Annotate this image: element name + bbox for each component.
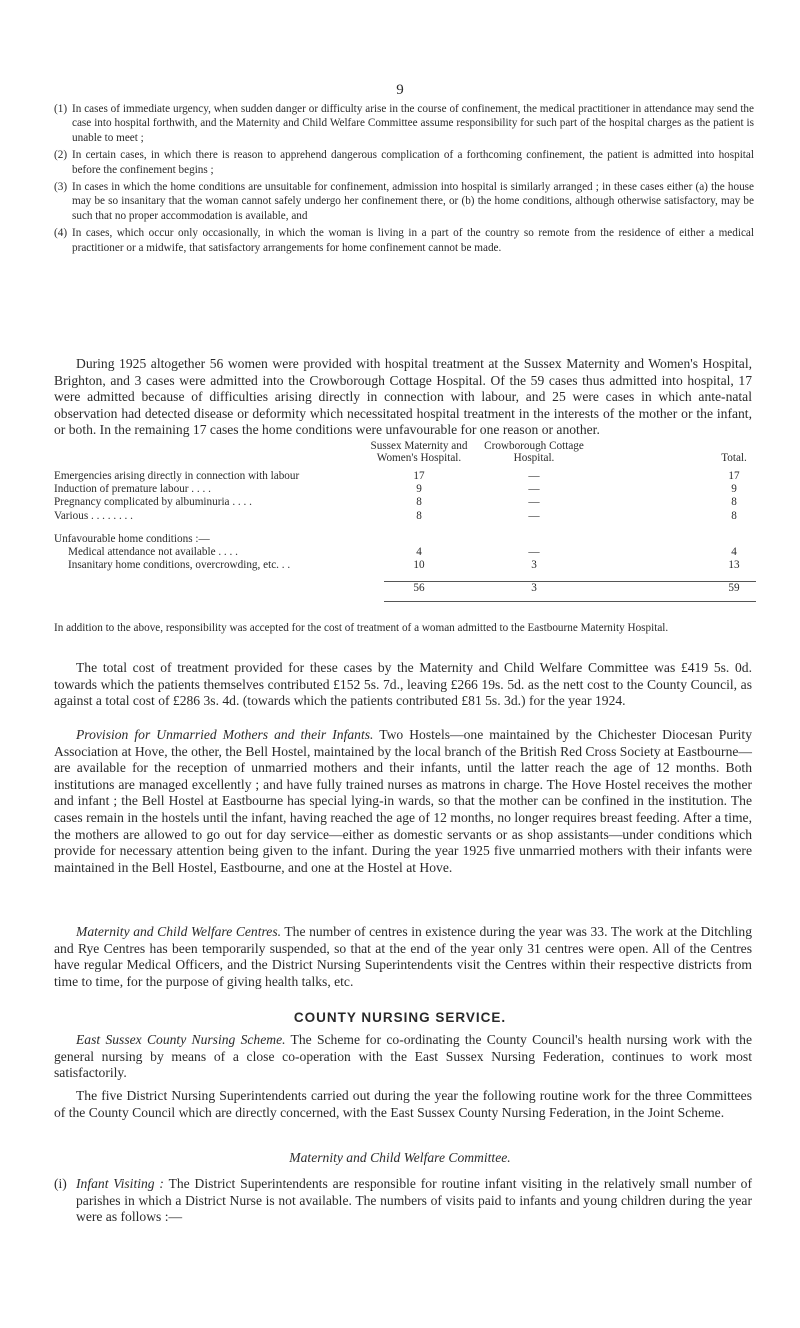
column-header-line: Crowborough Cottage	[484, 440, 584, 452]
cell-crowborough: 3	[531, 559, 537, 572]
list-item-number: (4)	[54, 227, 68, 240]
total-crowborough: 3	[531, 582, 537, 595]
column-header-crowborough	[464, 440, 604, 465]
list-item-text: In cases in which the home conditions are unsuitable for confinement, admission into hospital is similarly arranged ; in these cases either (a) the house may be so insanitary that the woman cannot safely undergo her confinement there, or (b) the home conditions, although otherwise satisfactory, may be such that no proper accommodation is available, and	[72, 181, 754, 222]
column-header-total: Total.	[721, 452, 747, 465]
total-rule-bottom	[384, 601, 756, 602]
centres-title: Maternity and Child Welfare Centres.	[76, 924, 282, 939]
provision-paragraph	[54, 727, 752, 876]
list-item	[54, 102, 754, 145]
table-total-row	[54, 582, 756, 595]
table-row	[54, 510, 756, 523]
infant-visiting-body	[76, 1176, 752, 1226]
committee-heading: Maternity and Child Welfare Committee.	[289, 1150, 511, 1165]
list-item	[54, 148, 754, 177]
cell-crowborough: —	[528, 509, 540, 522]
cell-total: 4	[731, 545, 737, 558]
column-header-line: Hospital.	[513, 452, 555, 465]
centres-paragraph	[54, 924, 752, 990]
east-sussex-paragraph	[54, 1032, 752, 1082]
row-label: Emergencies arising directly in connection with labour	[54, 470, 300, 482]
cell-sussex: 9	[416, 483, 422, 496]
centres-text: The number of centres in existence during the year was 33. The work at the Ditchling and Rye Centres has been temporarily suspended, so that at the end of the year only 31 centres were open. All of the Centres have regular Medical Officers, and the District Nursing Superintendents visit the Centres within their respective districts from time to time, for the purpose of giving health talks, etc.	[54, 924, 753, 989]
provision-title: Provision for Unmarried Mothers and their Infants.	[76, 727, 374, 742]
cell-crowborough: —	[528, 545, 540, 558]
table-row	[54, 559, 756, 572]
county-nursing-heading: COUNTY NURSING SERVICE.	[293, 1010, 507, 1025]
list-item-text: In cases, which occur only occasionally, in which the woman is living in a part of the country so remote from the residence of either a medical practitioner or a midwife, that satisfactory arrangements for home confinement cannot be made.	[72, 227, 754, 254]
row-label: Induction of premature labour . . . .	[54, 483, 211, 496]
intro-paragraph: During 1925 altogether 56 women were provided with hospital treatment at the Sussex Maternity and Women's Hospital, Brighton, and 3 cases were admitted into the Crowborough Cottage Hospital. Of the 59 cases thus admitted into hospital, 17 were admitted because of difficulties arising directly in connection with labour, and 25 were cases in which ante-natal observation had detected disease or deformity which necessitated hospital treatment in the interests of the mother or the infant, or both. In the remaining 17 cases the home conditions were unfavourable for one reason or another.	[54, 356, 752, 438]
cost-paragraph: The total cost of treatment provided for these cases by the Maternity and Child Welfare Committee was £419 5s. 0d. towards which the patients themselves contributed £152 5s. 7d., leaving £266 19s. 5d. as the nett cost to the County Council, as against a total cost of £286 3s. 4d. (towards which the patients contributed £81 5s. 3d.) for the year 1924.	[54, 660, 752, 709]
infant-visiting-number: (i)	[54, 1176, 67, 1191]
cell-crowborough: —	[528, 483, 540, 496]
row-label: Medical attendance not available . . . .	[68, 545, 238, 558]
list-item-number: (1)	[54, 103, 68, 115]
cell-crowborough: —	[528, 470, 540, 482]
list-item-text: In cases of immediate urgency, when sudden danger or difficulty arise in the course of confinement, the medical practitioner in attendance may send the case into hospital forthwith, and the Maternity and Child Welfare Committee assume responsibility for such part of the hospital charges as the patient is unable to meet ;	[72, 103, 754, 144]
group-label: Unfavourable home conditions :—	[54, 532, 210, 545]
table-row	[54, 483, 756, 496]
table-row	[54, 546, 756, 559]
column-header-line: Sussex Maternity and	[370, 440, 468, 452]
table-row	[54, 470, 756, 483]
cell-total: 17	[728, 470, 740, 482]
provision-text: Two Hostels—one maintained by the Chichester Diocesan Purity Association at Hove, the other, the Bell Hostel, maintained by the local branch of the British Red Cross Society at Eastbourne—are available for the reception of unmarried mothers and their infants, until the latter reach the age of 12 months. Both institutions are managed excellently ; and have fully trained nurses as matrons in charge. The Hove Hostel receives the mother and infant ; the Bell Hostel at Eastbourne has special lying-in wards, so that the mother can be confined in the institution. The cases remain in the hostels until the infant, having reached the age of 12 months, no longer requires breast feeding. After a time, the mothers are allowed to go out for day service—either as domestic servants or as shop assistants—under conditions which provide for necessary attention being given to the infant. During the year 1925 five unmarried mothers with their infants were maintained in the Bell Hostel, Eastbourne, and one at the Hostel at Hove.	[54, 727, 753, 875]
cell-sussex: 8	[416, 496, 422, 509]
list-item	[54, 180, 754, 223]
east-sussex-title: East Sussex County Nursing Scheme.	[76, 1032, 286, 1047]
superintendents-paragraph: The five District Nursing Superintendents carried out during the year the following routine work for the three Committees of the County Council which are directly concerned, with the East Sussex County Nursing Federation, in the Joint Scheme.	[54, 1088, 752, 1120]
cell-sussex: 10	[413, 559, 425, 572]
table-group-row	[54, 533, 756, 546]
list-item-number: (2)	[54, 149, 68, 162]
table-note: In addition to the above, responsibility was accepted for the cost of treatment of a woman admitted to the Eastbourne Maternity Hospital.	[54, 622, 669, 634]
admission-conditions-list	[54, 102, 754, 258]
cell-total: 13	[728, 559, 740, 572]
total-sussex: 56	[413, 582, 425, 595]
infant-visiting-title: Infant Visiting :	[76, 1176, 164, 1191]
row-label: Various . . . . . . . .	[54, 509, 133, 522]
cell-total: 8	[731, 496, 737, 509]
east-sussex-text: The Scheme for co-ordinating the County Council's health nursing work with the general nursing by means of a close co-operation with the East Sussex Nursing Federation, continues to work most satisfactorily.	[54, 1032, 752, 1081]
infant-visiting-item	[54, 1176, 752, 1226]
cell-sussex: 8	[416, 509, 422, 522]
page-number: 9	[396, 82, 404, 98]
cell-sussex: 4	[416, 545, 422, 558]
cell-total: 8	[731, 509, 737, 522]
total-total: 59	[728, 582, 740, 595]
row-label: Pregnancy complicated by albuminuria . . . .	[54, 496, 252, 509]
cell-sussex: 17	[413, 470, 425, 482]
cell-total: 9	[731, 483, 737, 496]
table-row	[54, 496, 756, 509]
list-item	[54, 226, 754, 255]
list-item-number: (3)	[54, 181, 68, 194]
row-label: Insanitary home conditions, overcrowding, etc. . .	[68, 559, 291, 572]
list-item-text: In certain cases, in which there is reason to apprehend dangerous complication of a forthcoming confinement, the patient is admitted into hospital before the confinement begins ;	[72, 149, 754, 176]
cell-crowborough: —	[528, 496, 540, 509]
column-header-line: Women's Hospital.	[376, 452, 462, 465]
infant-visiting-text: The District Superintendents are responsible for routine infant visiting in the relatively small number of parishes in which a District Nurse is not available. The numbers of visits paid to infants and young children during the year were as follows :—	[76, 1176, 752, 1225]
